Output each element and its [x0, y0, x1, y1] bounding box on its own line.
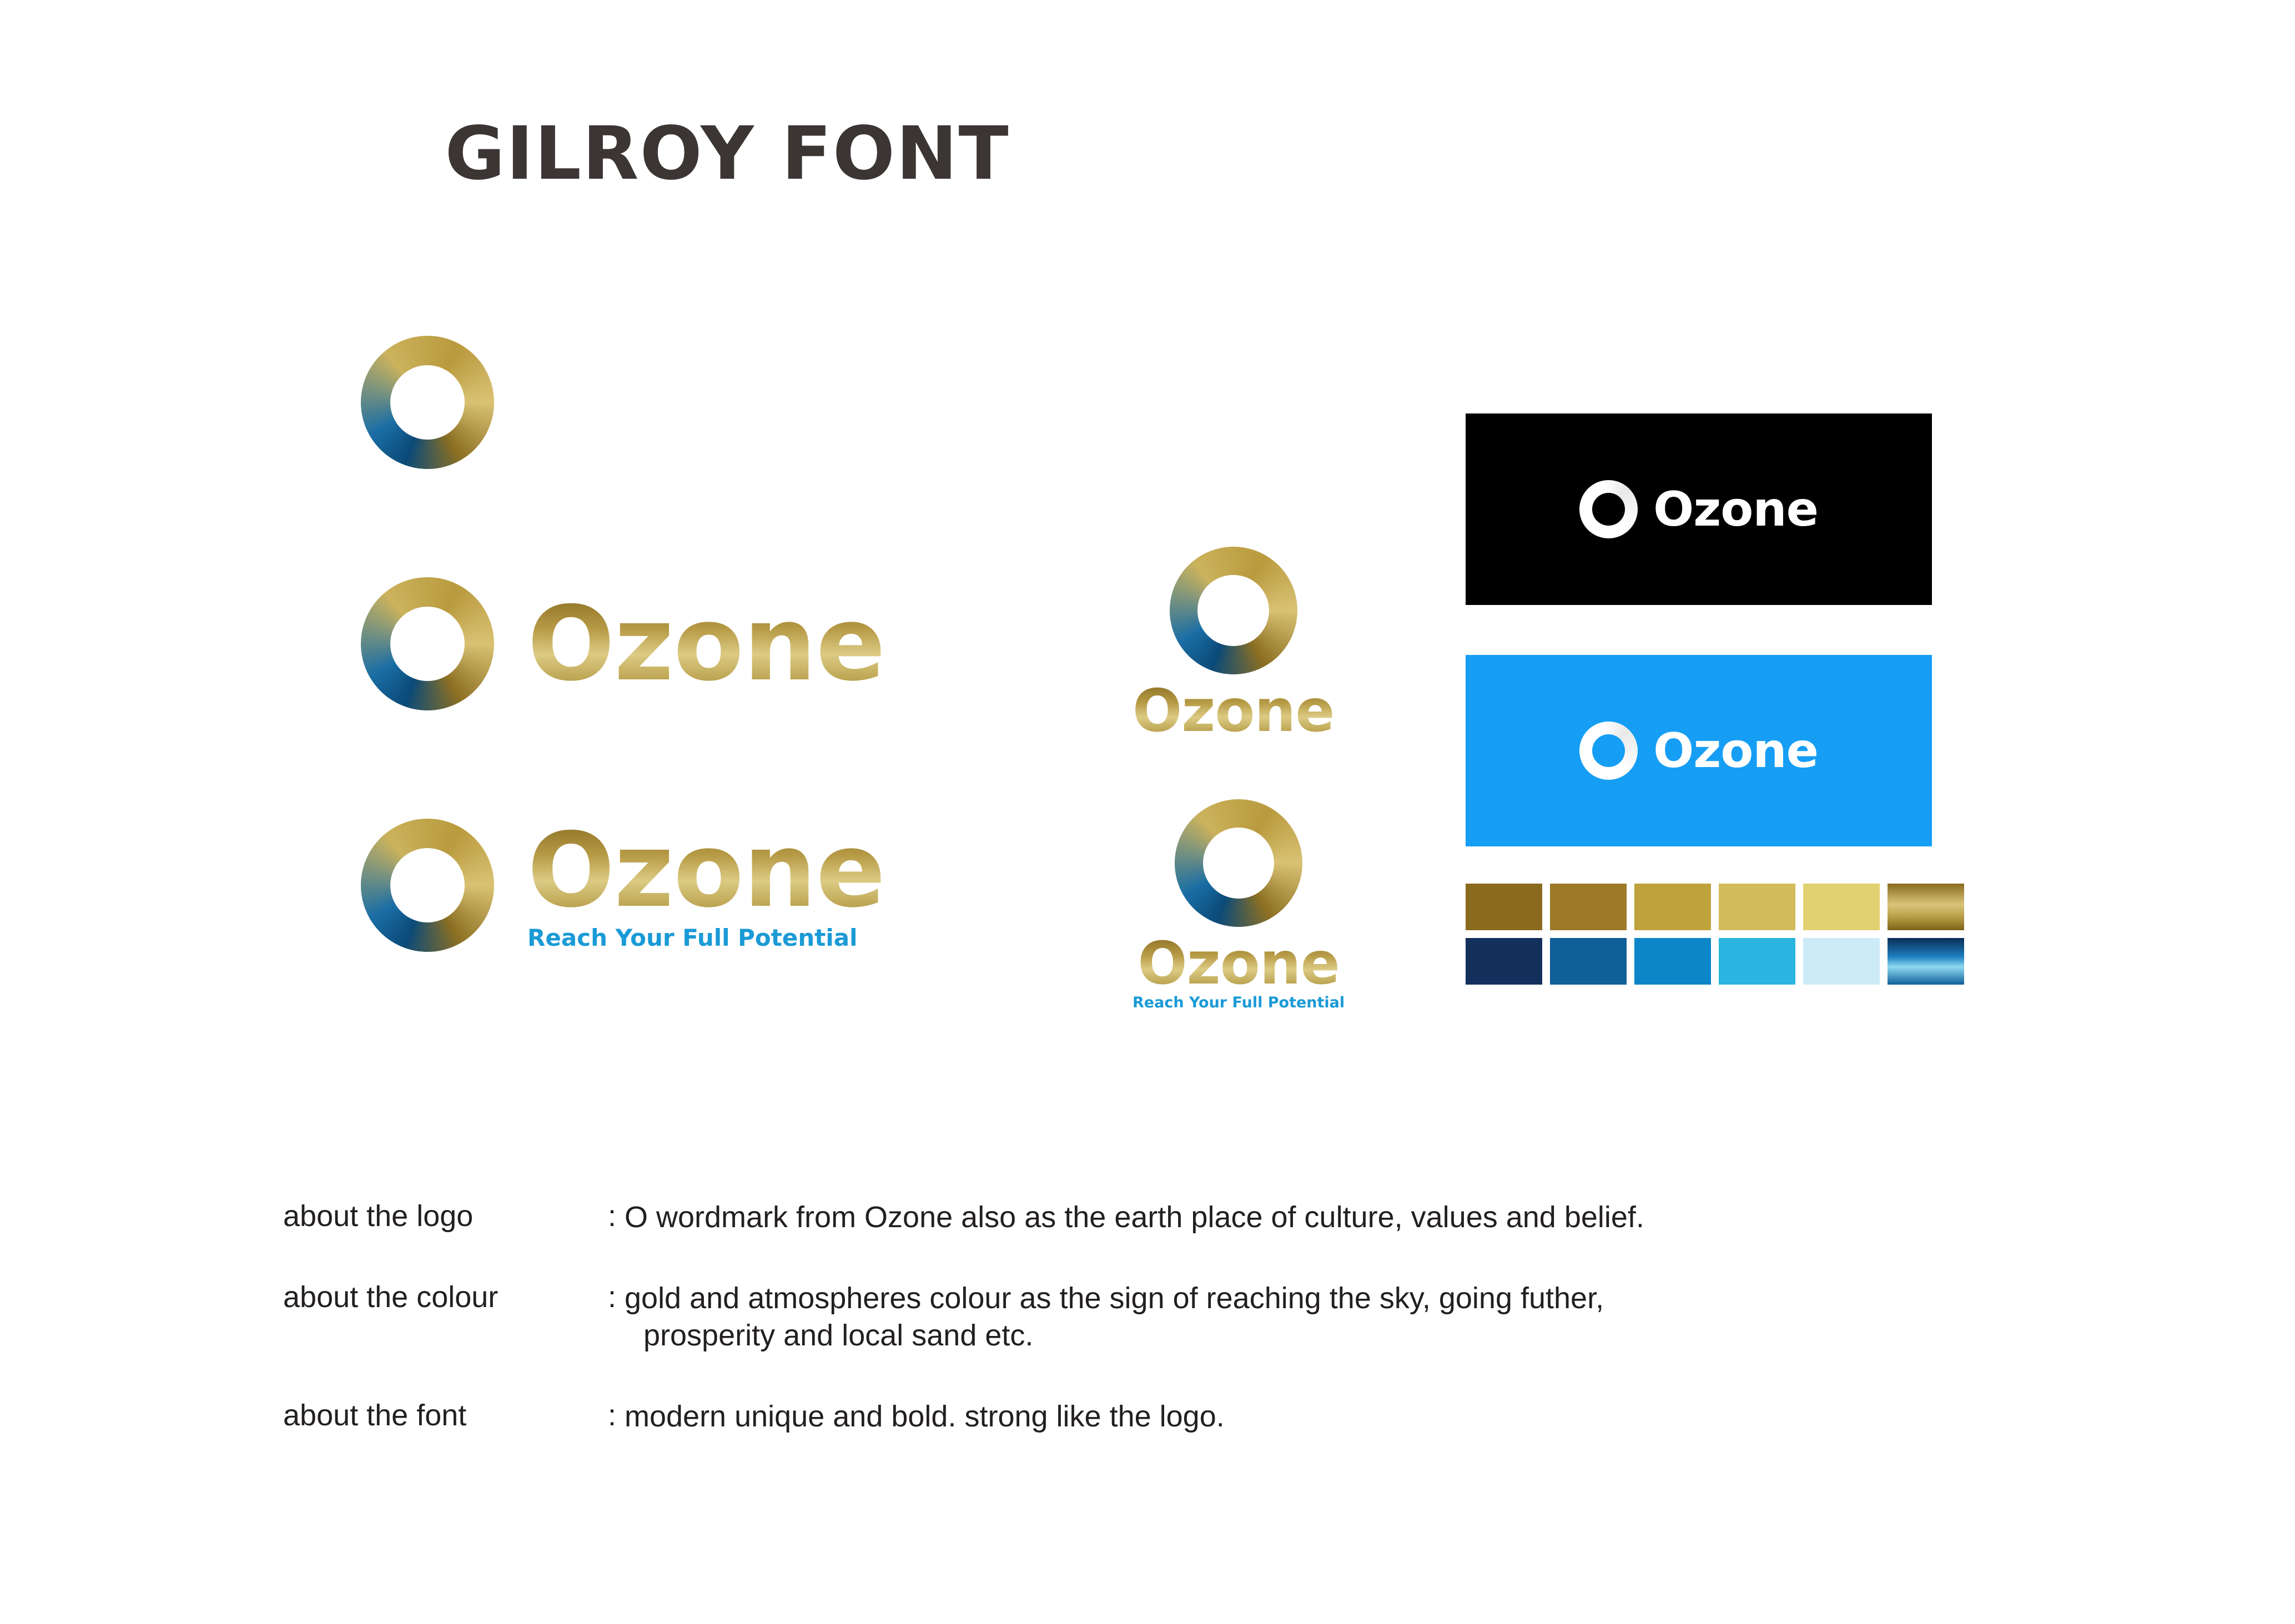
swatch-blue-5 — [1803, 938, 1880, 985]
brand-tagline: Reach Your Full Potential — [1133, 994, 1345, 1011]
swatch-gold-1 — [1466, 884, 1542, 930]
note-row — [283, 1199, 2060, 1237]
black-panel — [1466, 413, 1932, 605]
ozone-ring-icon — [1579, 480, 1638, 538]
page-title: GILROY FONT — [445, 111, 1010, 196]
note-text-line1: O wordmark from Ozone also as the earth place of culture, values and belief. — [625, 1201, 1644, 1234]
logo-variant-stacked-lockup — [1133, 547, 1335, 745]
brand-tagline: Reach Your Full Potential — [527, 924, 858, 951]
logo-variant-stacked-lockup-tagline — [1133, 799, 1345, 1011]
brand-wordmark: Ozone — [527, 810, 885, 930]
logo-variant-horizontal-lockup-tagline — [361, 810, 885, 952]
ozone-ring-icon — [1170, 547, 1297, 674]
swatch-blue-gradient — [1888, 938, 1964, 985]
notes-section — [283, 1199, 2060, 1479]
swatch-blue-1 — [1466, 938, 1542, 985]
swatch-blue-2 — [1550, 938, 1627, 985]
swatch-blue-3 — [1634, 938, 1711, 985]
swatch-blue-4 — [1719, 938, 1795, 985]
logo-variant-horizontal-lockup — [361, 577, 885, 710]
note-colon: : — [608, 1398, 617, 1432]
blue-panel — [1466, 655, 1932, 846]
ozone-ring-icon — [361, 819, 494, 952]
note-text-line2: prosperity and local sand etc. — [643, 1319, 1034, 1352]
swatch-gold-3 — [1634, 884, 1711, 930]
brand-wordmark: Ozone — [1133, 677, 1335, 745]
note-colon: : — [608, 1199, 617, 1233]
ozone-ring-icon — [361, 336, 494, 469]
note-label: about the colour — [283, 1280, 499, 1314]
brand-wordmark: Ozone — [1653, 481, 1818, 537]
ozone-ring-icon — [1175, 799, 1302, 927]
note-colon: : — [608, 1280, 617, 1314]
color-palette — [1466, 884, 1964, 985]
logo-variant-mark-only — [361, 336, 494, 469]
brand-wordmark: Ozone — [527, 583, 885, 704]
note-text — [625, 1199, 2060, 1237]
brand-wordmark: Ozone — [1138, 930, 1340, 997]
swatch-gold-2 — [1550, 884, 1627, 930]
note-text-line1: modern unique and bold. strong like the logo. — [625, 1399, 1225, 1433]
note-row — [283, 1280, 2060, 1355]
note-text — [625, 1398, 2060, 1436]
note-label: about the font — [283, 1398, 467, 1432]
note-text-line1: gold and atmospheres colour as the sign of reaching the sky, going futher, — [625, 1281, 1604, 1315]
note-text — [625, 1280, 2060, 1355]
note-label: about the logo — [283, 1199, 474, 1233]
ozone-ring-icon — [1579, 722, 1638, 780]
swatch-gold-4 — [1719, 884, 1795, 930]
brand-wordmark: Ozone — [1653, 723, 1818, 779]
note-row — [283, 1398, 2060, 1436]
swatch-gold-5 — [1803, 884, 1880, 930]
swatch-gold-gradient — [1888, 884, 1964, 930]
ozone-ring-icon — [361, 577, 494, 710]
